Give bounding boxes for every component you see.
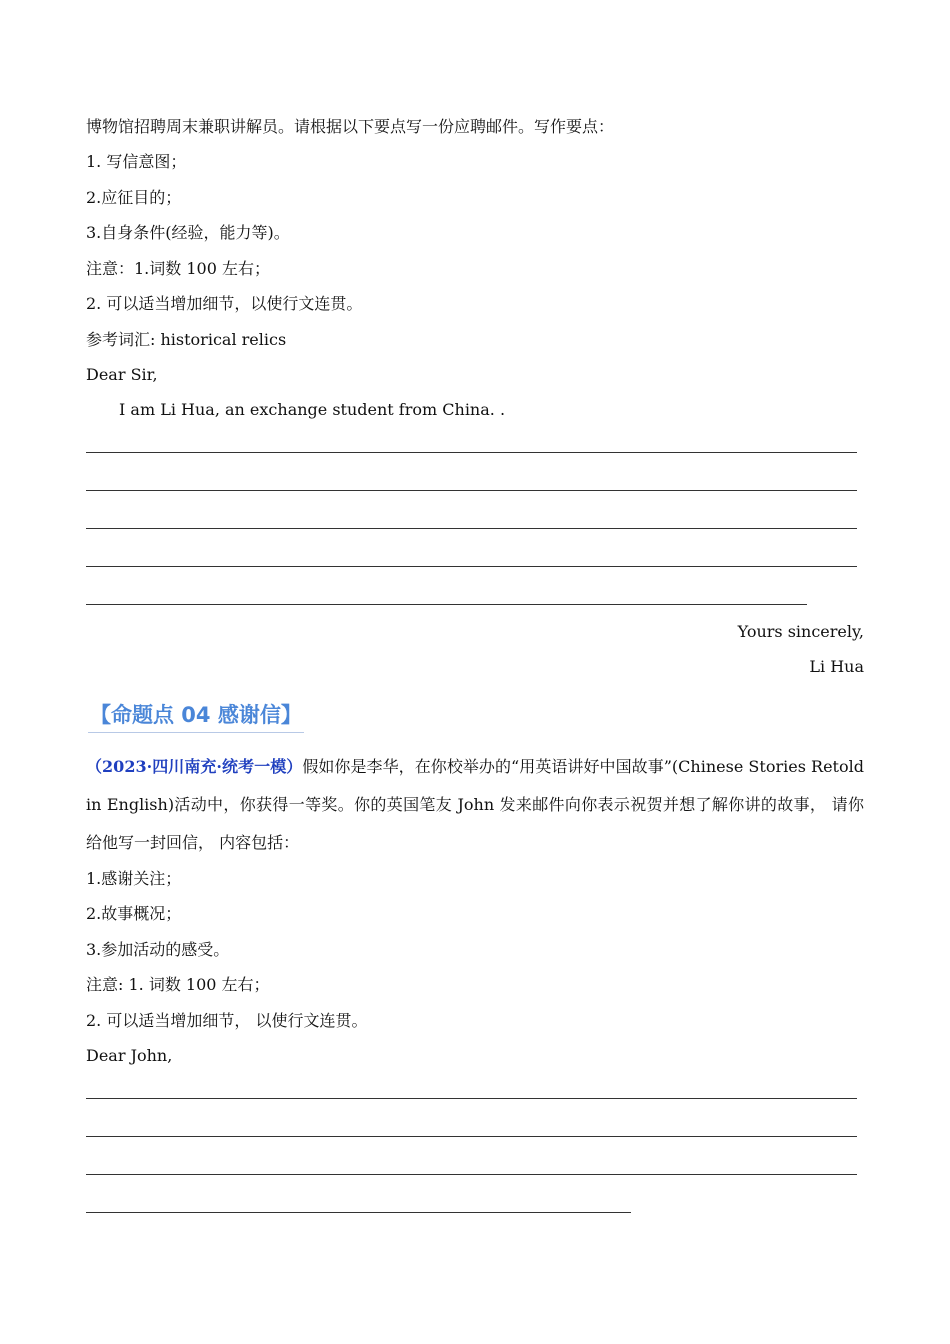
answer-line[interactable] [86,490,857,491]
letter-signature: Li Hua [809,657,864,676]
question-source: （2023·四川南充·统考一模） [86,757,303,776]
note-line: 注意：1.词数 100 左右； [86,259,270,278]
writing-point: 2.故事概况； [86,904,182,923]
answer-line[interactable] [86,1212,631,1213]
answer-line[interactable] [86,528,857,529]
writing-point: 1. 写信意图； [86,152,187,171]
task-prompt-text: 假如你是李华，在你校举办的“用英语讲好中国故事”(Chinese Stories Retold in English)活动中，你获得一等奖。你的英国笔友 John 发来邮件向你表示祝贺并想了解你讲的故事， 请你给他写一封回信， 内容包括： [86,757,864,852]
writing-point: 1.感谢关注； [86,869,182,888]
reference-vocab: 参考词汇: historical relics [86,330,287,349]
answer-line[interactable] [86,1174,857,1175]
writing-point: 3.自身条件(经验，能力等)。 [86,223,290,242]
answer-line[interactable] [86,604,807,605]
writing-point: 3.参加活动的感受。 [86,940,230,959]
answer-line[interactable] [86,452,857,453]
answer-line[interactable] [86,1098,857,1099]
note-line: 2. 可以适当增加细节， 以使行文连贯。 [86,1011,368,1030]
writing-point: 2.应征目的； [86,188,182,207]
answer-line[interactable] [86,566,857,567]
salutation: Dear John, [86,1046,173,1065]
note-line: 2. 可以适当增加细节，以使行文连贯。 [86,294,363,313]
note-line: 注意: 1. 词数 100 左右； [86,975,270,994]
letter-opening: I am Li Hua, an exchange student from China. . [119,400,506,419]
answer-line[interactable] [86,1136,857,1137]
task-prompt-2 [86,748,864,862]
section-heading: 【命题点 04 感谢信】 [88,700,304,733]
letter-closing: Yours sincerely, [737,622,864,641]
salutation: Dear Sir, [86,365,158,384]
task-prompt: 博物馆招聘周末兼职讲解员。请根据以下要点写一份应聘邮件。写作要点： [86,117,615,136]
